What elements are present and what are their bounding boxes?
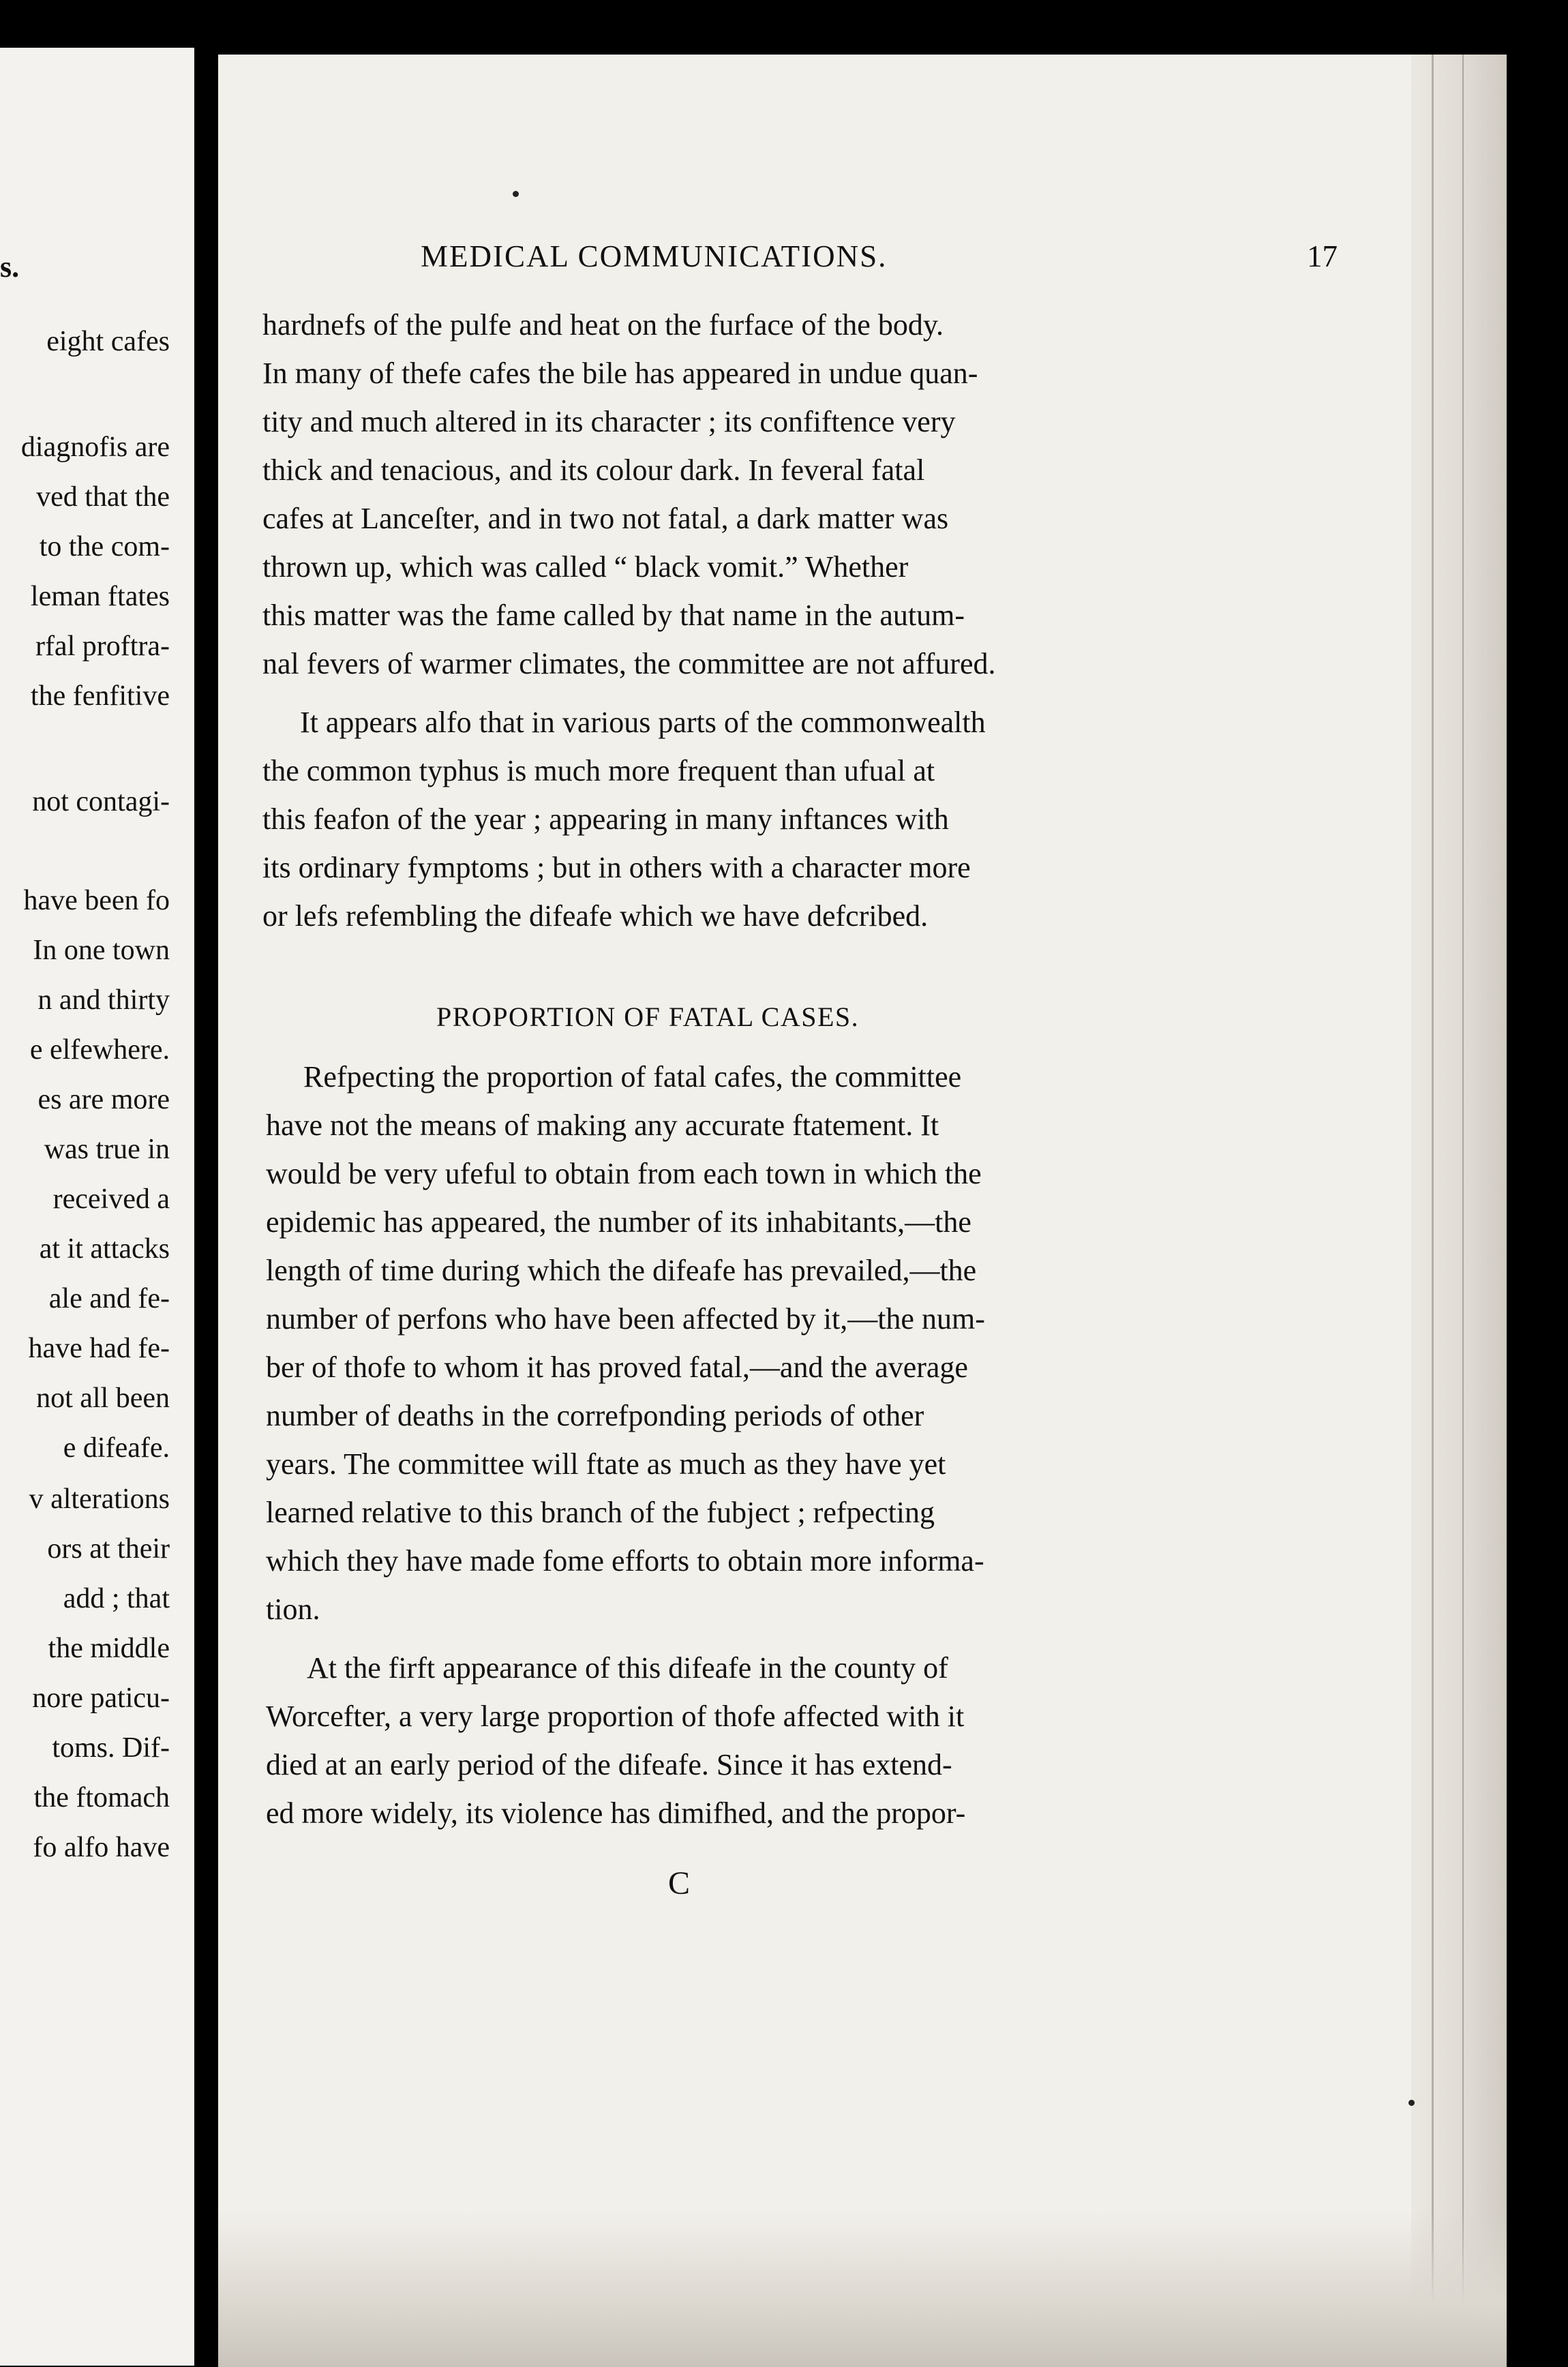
left-page-fragment: fo alfo have [33, 1832, 170, 1863]
ink-dot [513, 191, 519, 197]
section-heading: PROPORTION OF FATAL CASES. [436, 1001, 860, 1032]
left-page-fragment: not contagi- [32, 786, 170, 817]
left-page-fragment: ors at their [47, 1533, 170, 1565]
text-line: hardnefs of the pulfe and heat on the furface of the body. [262, 308, 944, 342]
left-page-fragment: the fenfitive [30, 680, 170, 712]
left-page-fragment: s. [0, 250, 20, 284]
text-line: which they have made fome efforts to obtain more informa- [266, 1544, 984, 1578]
text-line: this feafon of the year ; appearing in many inftances with [262, 802, 949, 836]
text-line: In many of thefe cafes the bile has appeared in undue quan- [262, 357, 978, 390]
text-line: died at an early period of the difeafe. Since it has extend- [266, 1748, 952, 1781]
left-page-fragment: nore paticu- [32, 1683, 170, 1714]
text-line: ed more widely, its violence has dimifhed, and the propor- [266, 1796, 966, 1830]
text-line: epidemic has appeared, the number of its inhabitants,—the [266, 1205, 971, 1239]
text-line: ber of thofe to whom it has proved fatal,—and the average [266, 1351, 968, 1384]
text-line: nal fevers of warmer climates, the committee are not affured. [262, 647, 996, 680]
page-bottom-shadow [218, 2210, 1507, 2367]
left-page-fragment: add ; that [63, 1583, 170, 1614]
text-line: At the firft appearance of this difeafe in the county of [307, 1651, 948, 1685]
text-line: the common typhus is much more frequent than ufual at [262, 754, 935, 787]
running-head [421, 239, 1338, 293]
left-page-fragment: e difeafe. [63, 1432, 170, 1464]
left-page-fragment: the ftomach [33, 1782, 170, 1813]
left-page-fragment: was true in [44, 1134, 170, 1165]
page-edge-curl [1411, 55, 1507, 2367]
ink-dot [1408, 2100, 1415, 2106]
left-page-fragment: at it attacks [39, 1233, 170, 1265]
text-line: number of perfons who have been affected by it,—the num- [266, 1302, 985, 1336]
left-page-fragment: diagnofis are [20, 432, 170, 463]
text-line: cafes at Lanceſter, and in two not fatal, a dark matter was [262, 502, 949, 535]
text-line: thrown up, which was called “ black vomit.” Whether [262, 550, 909, 584]
text-line: number of deaths in the correfponding periods of other [266, 1399, 924, 1432]
left-page-fragment: have been fo [23, 885, 170, 916]
left-page-fragment: toms. Dif- [52, 1732, 170, 1764]
text-line: tion. [266, 1593, 320, 1626]
signature-mark: C [668, 1865, 691, 1901]
left-page-fragment: rfal proftra- [35, 631, 170, 662]
running-head-title: MEDICAL COMMUNICATIONS. [421, 239, 888, 273]
text-line: have not the means of making any accurate ftatement. It [266, 1109, 939, 1142]
book-page [218, 55, 1507, 2367]
text-line: Worcefter, a very large proportion of thofe affected with it [266, 1700, 965, 1733]
text-line: Refpecting the proportion of fatal cafes, the committee [303, 1060, 962, 1094]
left-facing-page [0, 48, 194, 2366]
left-page-fragment: ale and fe- [48, 1283, 170, 1314]
text-line: would be very ufeful to obtain from each town in which the [266, 1157, 982, 1190]
text-line: or lefs refembling the difeafe which we have defcribed. [262, 899, 929, 933]
text-line: its ordinary fymptoms ; but in others with a character more [262, 851, 971, 884]
left-page-fragment: In one town [33, 935, 170, 966]
book-gutter [194, 0, 218, 2367]
left-page-fragment: leman ftates [30, 581, 170, 612]
text-line: tity and much altered in its character ; its confiftence very [262, 405, 956, 438]
text-line: It appears alfo that in various parts of the commonwealth [300, 706, 986, 739]
left-page-fragment: n and thirty [37, 984, 170, 1016]
left-page-fragment: to the com- [39, 531, 170, 562]
left-page-fragment: es are more [37, 1084, 170, 1115]
left-page-fragment: the middle [48, 1633, 170, 1664]
left-page-fragment: eight cafes [46, 326, 170, 357]
text-line: this matter was the fame called by that name in the autum- [262, 599, 965, 632]
left-page-fragment: not all been [36, 1383, 170, 1414]
left-page-fragment: have had fe- [28, 1333, 170, 1364]
text-line: learned relative to this branch of the fubject ; refpecting [266, 1496, 935, 1529]
left-page-fragment: v alterations [29, 1483, 170, 1515]
left-page-fragment: ved that the [36, 481, 170, 513]
page-number: 17 [1307, 239, 1338, 273]
left-page-fragment: received a [52, 1184, 170, 1215]
text-line: thick and tenacious, and its colour dark. In feveral fatal [262, 453, 925, 487]
left-page-fragment: e elfewhere. [29, 1034, 170, 1066]
text-line: years. The committee will ftate as much as they have yet [266, 1447, 946, 1481]
text-line: length of time during which the difeafe has prevailed,—the [266, 1254, 977, 1287]
